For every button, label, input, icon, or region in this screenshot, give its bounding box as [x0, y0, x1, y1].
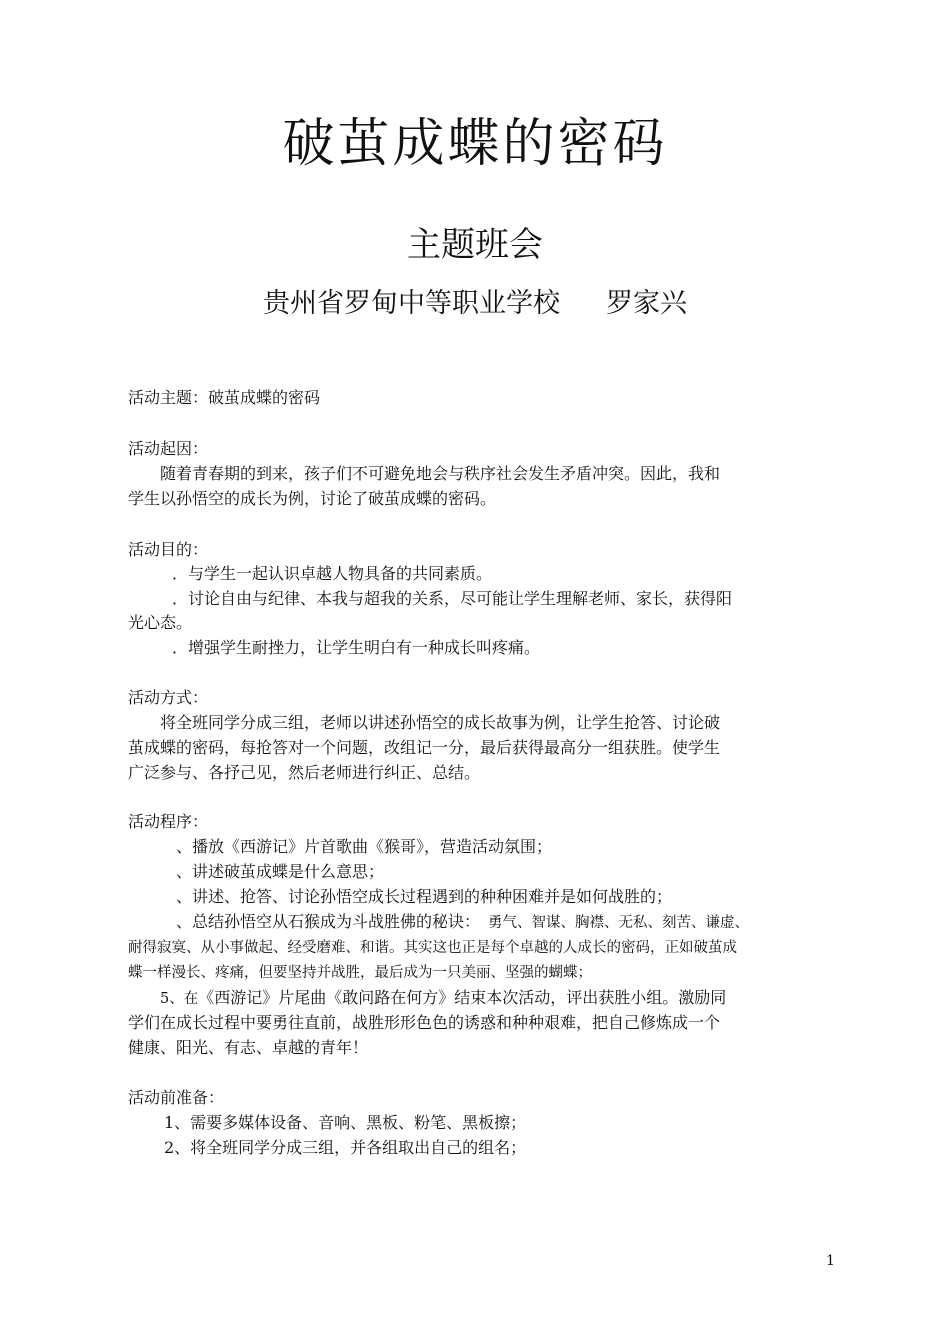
procedure-step: 、讲述破茧成蝶是什么意思；: [176, 862, 385, 881]
cause-line: 学生以孙悟空的成长为例，讨论了破茧成蝶的密码。: [128, 489, 497, 508]
procedure-step: [160, 985, 726, 1012]
procedure-step-number: 5、在: [160, 991, 199, 1007]
document-subtitle: 主题班会: [407, 225, 543, 265]
preparation-item: 2、将全班同学分成三组，并各组取出自己的组名；: [164, 1138, 527, 1157]
author-line: [0, 286, 950, 322]
procedure-step-text: 耐得寂寞、从小事做起、经受磨难、和谐。其实这也正是每个卓越的人成长的密码，正如破茧成: [128, 940, 737, 956]
method-line: 茧成蝶的密码，每抢答对一个问题，改组记一分，最后获得最高分一组获胜。使学生: [128, 738, 721, 757]
procedure-step-text: 勇气、智谋、胸襟、无私、刻苦、谦虚、: [488, 915, 750, 931]
method-line: 广泛参与、各抒己见，然后老师进行纠正、总结。: [128, 763, 481, 782]
method-heading: 活动方式：: [128, 688, 209, 707]
purpose-line: ．与学生一起认识卓越人物具备的共同素质。: [172, 564, 493, 583]
procedure-step: 、播放《西游记》片首歌曲《猴哥》，营造活动氛围；: [176, 837, 553, 856]
activity-theme: 活动主题：破茧成蝶的密码: [128, 388, 321, 407]
preparation-item: 1、需要多媒体设备、音响、黑板、粉笔、黑板擦；: [164, 1113, 527, 1132]
purpose-line: 光心态。: [128, 613, 193, 632]
method-line: 将全班同学分成三组，老师以讲述孙悟空的成长故事为例，让学生抢答、讨论破: [160, 713, 721, 732]
procedure-heading: 活动程序：: [128, 812, 209, 831]
preparation-heading: 活动前准备：: [128, 1088, 225, 1107]
procedure-step-text: 《西游记》片尾曲《敢问路在何方》结束本次活动，评出获胜小组。激励同: [198, 988, 727, 1007]
cause-line: 随着青春期的到来，孩子们不可避免地会与秩序社会发生矛盾冲突。因此，我和: [160, 464, 721, 483]
procedure-step: [176, 909, 749, 936]
cause-heading: 活动起因：: [128, 439, 209, 458]
procedure-step-text: 学们在成长过程中要勇往直前，战胜形形色色的诱惑和种种艰难，把自己修炼成一个: [128, 1013, 721, 1032]
procedure-step-text: 、总结孙悟空从石猴成为斗战胜佛的秘诀：: [176, 912, 481, 931]
procedure-step: 、讲述、抢答、讨论孙悟空成长过程遇到的种种困难并是如何战胜的；: [176, 887, 673, 906]
author-name: 罗家兴: [606, 288, 687, 319]
page-number: 1: [826, 1253, 835, 1269]
purpose-line: ．增强学生耐挫力，让学生明白有一种成长叫疼痛。: [172, 638, 541, 657]
procedure-step-text: 健康、阳光、有志、卓越的青年！: [128, 1038, 369, 1057]
purpose-heading: 活动目的：: [128, 540, 209, 559]
author-school: 贵州省罗甸中等职业学校: [263, 288, 560, 319]
purpose-line: ．讨论自由与纪律、本我与超我的关系，尽可能让学生理解老师、家长，获得阳: [172, 589, 733, 608]
document-title: 破茧成蝶的密码: [282, 114, 668, 174]
procedure-step-text: 蝶一样漫长、疼痛，但要坚持并战胜，最后成为一只美丽、坚强的蝴蝶；: [128, 965, 592, 981]
